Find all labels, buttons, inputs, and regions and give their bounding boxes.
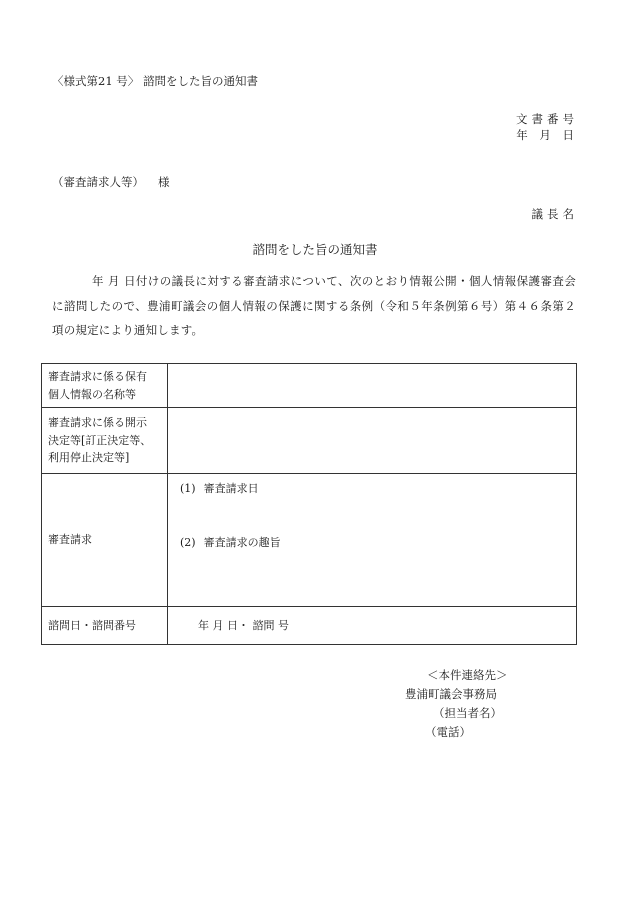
review-request-purpose-item	[180, 534, 281, 552]
disclosure-decision-label-line1: 審査請求に係る開示	[48, 416, 147, 430]
table-row-consultation	[42, 607, 577, 645]
table-row-review-request	[42, 474, 577, 607]
document-number: 文書番号	[516, 112, 578, 126]
body-paragraph: 年 月 日付けの議長に対する審査請求について、次のとおり情報公開・個人情報保護審査会に諮問したので、豊浦町議会の個人情報の保護に関する条例（令和５年条例第６号）第４６条第２項の規定により通知します。	[52, 274, 576, 337]
contact-department: 豊浦町議会事務局	[405, 687, 497, 701]
review-request-label: 審査請求	[42, 474, 168, 607]
review-request-date-item	[180, 480, 259, 498]
document-date: 年 月 日	[516, 128, 578, 142]
contact-info	[405, 666, 508, 742]
consultation-label: 諮問日・諮問番号	[42, 607, 168, 645]
record-name-value	[168, 364, 577, 408]
form-number-label: 〈様式第21 号〉 諮問をした旨の通知書	[52, 74, 258, 88]
item-number: (1)	[180, 482, 196, 495]
addressee-honorific: 様	[158, 175, 170, 189]
contact-phone: （電話）	[425, 725, 471, 739]
document-meta	[516, 111, 578, 143]
disclosure-decision-label-line3: 利用停止決定等]	[48, 451, 130, 465]
document-title: 諮問をした旨の通知書	[252, 242, 378, 257]
sender-name: 議長名	[531, 207, 578, 221]
review-request-value	[168, 474, 577, 607]
record-name-label-line1: 審査請求に係る保有	[48, 370, 147, 383]
consultation-value: 年 月 日・ 諮問 号	[168, 607, 577, 645]
table-row-record-name	[42, 364, 577, 408]
record-name-label-line2: 個人情報の名称等	[48, 387, 136, 401]
item-text: 審査請求の趣旨	[203, 536, 281, 549]
contact-heading: ＜本件連絡先＞	[427, 668, 508, 682]
item-number: (2)	[180, 536, 196, 549]
item-text: 審査請求日	[203, 482, 259, 495]
table-row-disclosure-decision	[42, 408, 577, 474]
disclosure-decision-value	[168, 408, 577, 474]
details-table	[41, 363, 577, 645]
record-name-label	[42, 364, 168, 408]
disclosure-decision-label	[42, 408, 168, 474]
addressee	[52, 174, 170, 190]
contact-person: （担当者名）	[433, 706, 502, 720]
addressee-name: （審査請求人等）	[52, 175, 144, 189]
disclosure-decision-label-line2: 決定等[訂正決定等、	[48, 433, 152, 447]
